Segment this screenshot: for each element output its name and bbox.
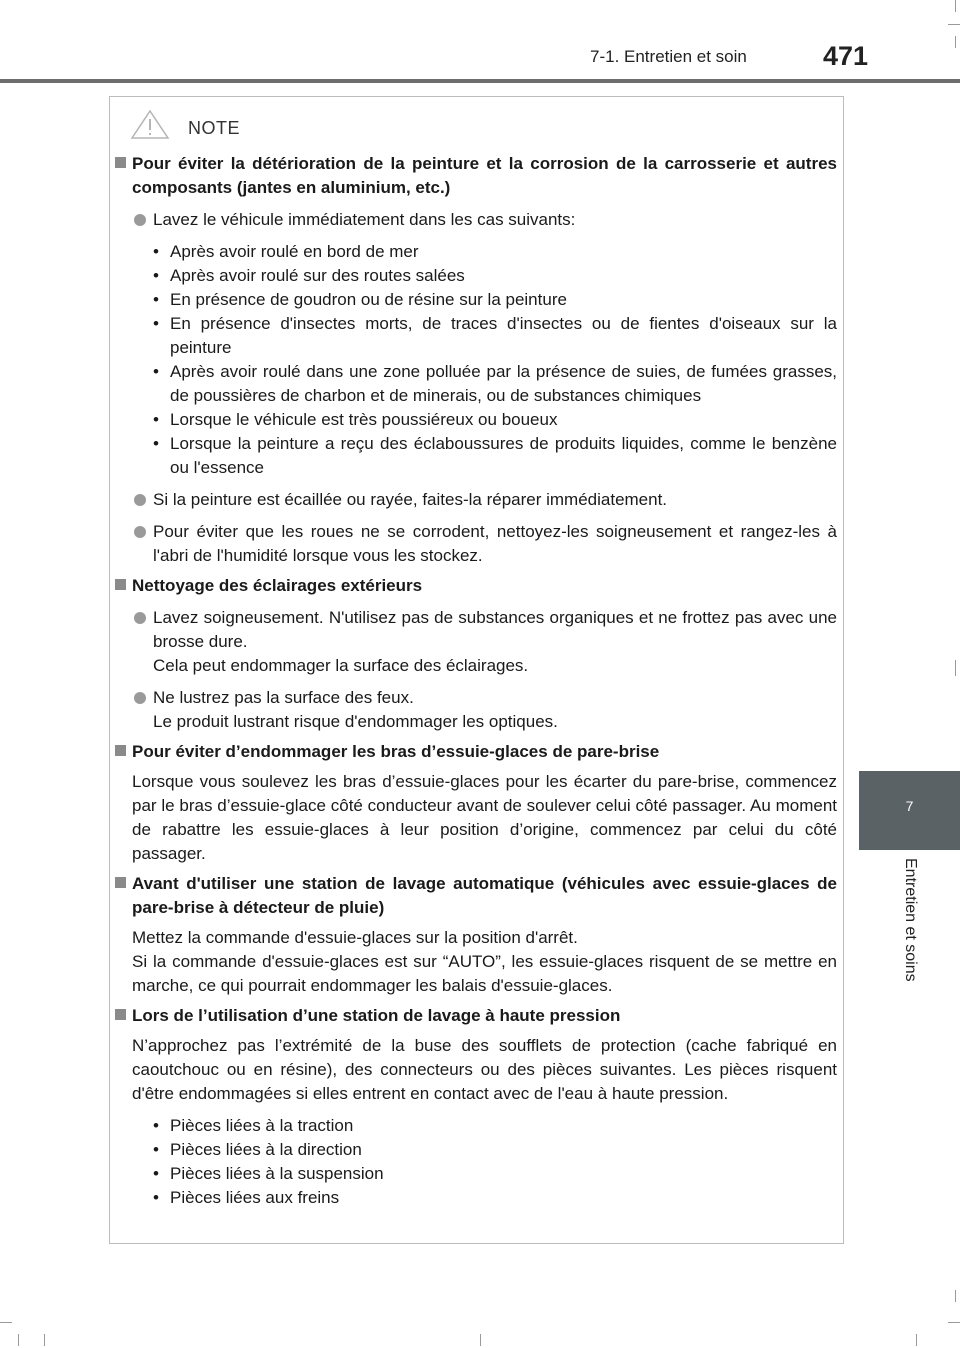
bullet-item — [153, 240, 837, 264]
bullet-item — [153, 1114, 837, 1138]
bullet-item — [153, 360, 837, 408]
warning-icon — [130, 109, 170, 139]
paragraph-line: Mettez la commande d'essuie-glaces sur la position d'arrêt. — [132, 928, 578, 947]
note-section — [110, 872, 845, 998]
bullet-text: Pièces liées à la traction — [170, 1116, 354, 1135]
paragraph-line: N’approchez pas l’extrémité de la buse des soufflets de protection (cache fabriqué en caoutchouc ou en résine), des connecteurs ou des pièces suivantes. Les pièces risquent d'être endommagées si elles entrent en contact avec de l'eau à haute pression. — [132, 1036, 837, 1103]
note-section — [110, 152, 845, 568]
bullet-text: Pièces liées aux freins — [170, 1188, 340, 1207]
point-item — [132, 488, 837, 512]
bullet-text: Pièces liées à la direction — [170, 1140, 362, 1159]
point-item — [132, 686, 837, 734]
section-square-icon — [115, 1009, 126, 1020]
bullet-text: Lorsque le véhicule est très poussiéreux ou boueux — [170, 410, 558, 429]
point-dot-icon — [134, 214, 146, 226]
point-text: Lavez soigneusement. N'utilisez pas de substances organiques et ne frottez pas avec une brosse dure. — [153, 608, 837, 651]
bullet-text: Après avoir roulé dans une zone polluée par la présence de suies, de fumées grasses, de poussières de charbon et de minerais, ou de substances chimiques — [170, 362, 837, 405]
bullet-marker: • — [153, 1140, 159, 1159]
section-title: Avant d'utiliser une station de lavage automatique (véhicules avec essuie-glaces de pare-brise à détecteur de pluie) — [132, 874, 837, 917]
crop-mark — [955, 660, 956, 676]
bullet-text: Après avoir roulé en bord de mer — [170, 242, 419, 261]
bullet-marker: • — [153, 266, 159, 285]
bullet-marker: • — [153, 434, 159, 453]
bullet-text: En présence d'insectes morts, de traces d'insectes ou de fientes d'oiseaux sur la peinture — [170, 314, 837, 357]
point-text: Lavez le véhicule immédiatement dans les cas suivants: — [153, 210, 576, 229]
section-square-icon — [115, 579, 126, 590]
bullet-item — [153, 1138, 837, 1162]
point-text: Le produit lustrant risque d'endommager les optiques. — [153, 712, 558, 731]
bullet-marker: • — [153, 242, 159, 261]
bullet-item — [153, 312, 837, 360]
bullet-text: En présence de goudron ou de résine sur la peinture — [170, 290, 567, 309]
crop-mark — [955, 36, 956, 48]
crop-mark — [955, 1290, 956, 1302]
bullet-marker: • — [153, 1188, 159, 1207]
point-dot-icon — [134, 526, 146, 538]
point-item — [132, 606, 837, 678]
bullet-marker: • — [153, 314, 159, 333]
point-text: Si la peinture est écaillée ou rayée, faites-la réparer immédiatement. — [153, 490, 668, 509]
crop-mark — [44, 1334, 45, 1346]
crop-mark — [480, 1334, 481, 1346]
note-section — [110, 740, 845, 866]
point-text: Cela peut endommager la surface des éclairages. — [153, 656, 529, 675]
section-square-icon — [115, 157, 126, 168]
header-rule — [0, 79, 960, 83]
point-text: Pour éviter que les roues ne se corrodent, nettoyez-les soigneusement et rangez-les à l'abri de l'humidité lorsque vous les stockez. — [153, 522, 837, 565]
crop-mark — [955, 0, 956, 12]
bullet-item — [153, 408, 837, 432]
bullet-marker: • — [153, 410, 159, 429]
bullet-item — [153, 1186, 837, 1210]
crop-mark — [916, 1334, 917, 1346]
note-box — [109, 96, 844, 1244]
crop-mark — [948, 1322, 960, 1323]
bullet-item — [153, 1162, 837, 1186]
note-label: NOTE — [188, 118, 241, 138]
section-title: Pour éviter d’endommager les bras d’essuie-glaces de pare-brise — [132, 742, 660, 761]
paragraph-line: Si la commande d'essuie-glaces est sur “AUTO”, les essuie-glaces risquent de se mettre en marche, ce qui pourrait endommager les balais d'essuie-glaces. — [132, 952, 837, 995]
point-item — [132, 208, 837, 232]
note-section — [110, 1004, 845, 1210]
bullet-text: Après avoir roulé sur des routes salées — [170, 266, 465, 285]
crop-mark — [948, 24, 960, 25]
point-item — [132, 520, 837, 568]
bullet-marker: • — [153, 1116, 159, 1135]
bullet-item — [153, 264, 837, 288]
point-dot-icon — [134, 612, 146, 624]
note-section — [110, 574, 845, 734]
note-content — [110, 152, 845, 1216]
chapter-number: 7 — [905, 798, 914, 814]
section-paragraph — [132, 770, 837, 866]
crop-mark — [0, 1322, 12, 1323]
section-square-icon — [115, 877, 126, 888]
chapter-tab — [859, 771, 960, 850]
point-text: Ne lustrez pas la surface des feux. — [153, 688, 414, 707]
bullet-item — [153, 288, 837, 312]
bullet-list — [132, 1114, 837, 1210]
page-number: 471 — [823, 41, 869, 71]
section-paragraph — [132, 926, 837, 998]
point-dot-icon — [134, 494, 146, 506]
paragraph-line: Lorsque vous soulevez les bras d’essuie-glaces pour les écarter du pare-brise, commencez par le bras d’essuie-glace côté conducteur avant de soulever celui côté passager. Au moment de rabattre les essuie-glaces à leur position d’origine, commencez par celui du côté passager. — [132, 772, 837, 863]
bullet-marker: • — [153, 290, 159, 309]
chapter-label: Entretien et soins — [902, 858, 919, 982]
section-title: Pour éviter la détérioration de la peinture et la corrosion de la carrosserie et autres composants (jantes en aluminium, etc.) — [132, 154, 837, 197]
section-title: Lors de l’utilisation d’une station de lavage à haute pression — [132, 1006, 621, 1025]
bullet-list — [132, 240, 837, 480]
section-paragraph — [132, 1034, 837, 1106]
section-square-icon — [115, 745, 126, 756]
crop-mark — [18, 1334, 19, 1346]
bullet-item — [153, 432, 837, 480]
point-dot-icon — [134, 692, 146, 704]
section-title: 7-1. Entretien et soin — [590, 47, 747, 66]
bullet-marker: • — [153, 1164, 159, 1183]
section-title: Nettoyage des éclairages extérieurs — [132, 576, 423, 595]
bullet-marker: • — [153, 362, 159, 381]
bullet-text: Lorsque la peinture a reçu des éclaboussures de produits liquides, comme le benzène ou l'essence — [170, 434, 837, 477]
bullet-text: Pièces liées à la suspension — [170, 1164, 384, 1183]
